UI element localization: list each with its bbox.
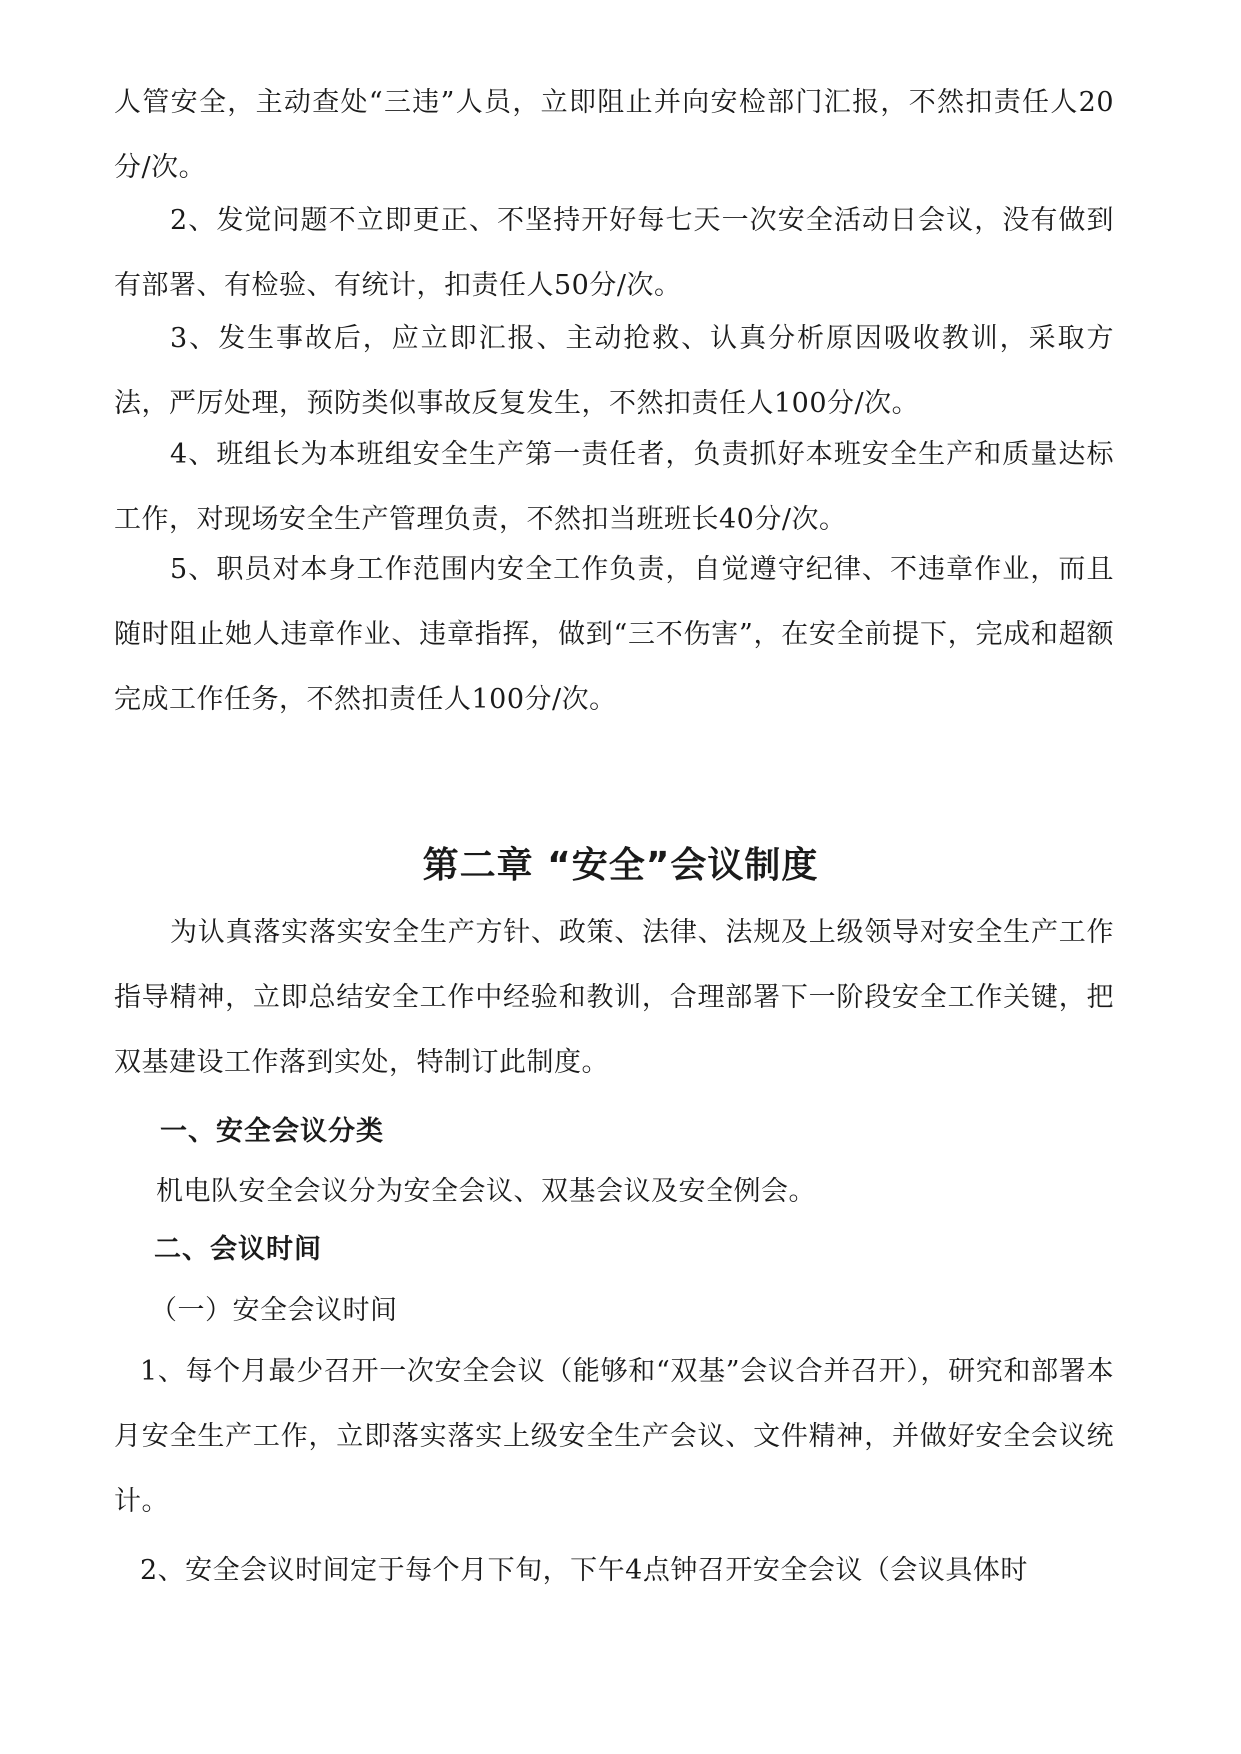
chapter-title: 第二章 “安全”会议制度 (422, 845, 819, 886)
subsection-heading-safety-meeting-time: （一）安全会议时间 (150, 1295, 398, 1326)
paragraph-continuation: 人管安全，主动查处“三违”人员，立即阻止并向安检部门汇报，不然扣责任人20分/次。 (114, 87, 1114, 183)
chapter-intro-paragraph: 为认真落实落实安全生产方针、政策、法律、法规及上级领导对安全生产工作指导精神，立即总结安全工作中经验和教训，合理部署下一阶段安全工作关键，把双基建设工作落到实处，特制订此制度。 (114, 917, 1114, 1078)
meeting-time-item-1: 1、每个月最少召开一次安全会议（能够和“双基”会议合并召开），研究和部署本月安全生产工作，立即落实落实上级安全生产会议、文件精神，并做好安全会议统计。 (114, 1356, 1114, 1517)
paragraph-item-2: 2、发觉问题不立即更正、不坚持开好每七天一次安全活动日会议，没有做到有部署、有检验、有统计，扣责任人50分/次。 (114, 205, 1114, 301)
section-classification-text: 机电队安全会议分为安全会议、双基会议及安全例会。 (156, 1176, 816, 1207)
paragraph-item-4: 4、班组长为本班组安全生产第一责任者，负责抓好本班安全生产和质量达标工作，对现场安全生产管理负责，不然扣当班班长40分/次。 (114, 439, 1114, 535)
meeting-time-item-2: 2、安全会议时间定于每个月下旬，下午4点钟召开安全会议（会议具体时 (140, 1555, 1028, 1586)
paragraph-item-3: 3、发生事故后，应立即汇报、主动抢救、认真分析原因吸收教训，采取方法，严厉处理，预防类似事故反复发生，不然扣责任人100分/次。 (114, 323, 1114, 419)
section-heading-time: 二、会议时间 (154, 1234, 322, 1265)
paragraph-item-5: 5、职员对本身工作范围内安全工作负责，自觉遵守纪律、不违章作业，而且随时阻止她人违章作业、违章指挥，做到“三不伤害”，在安全前提下，完成和超额完成工作任务，不然扣责任人100分/次。 (114, 554, 1114, 715)
section-heading-classification: 一、安全会议分类 (160, 1116, 384, 1147)
